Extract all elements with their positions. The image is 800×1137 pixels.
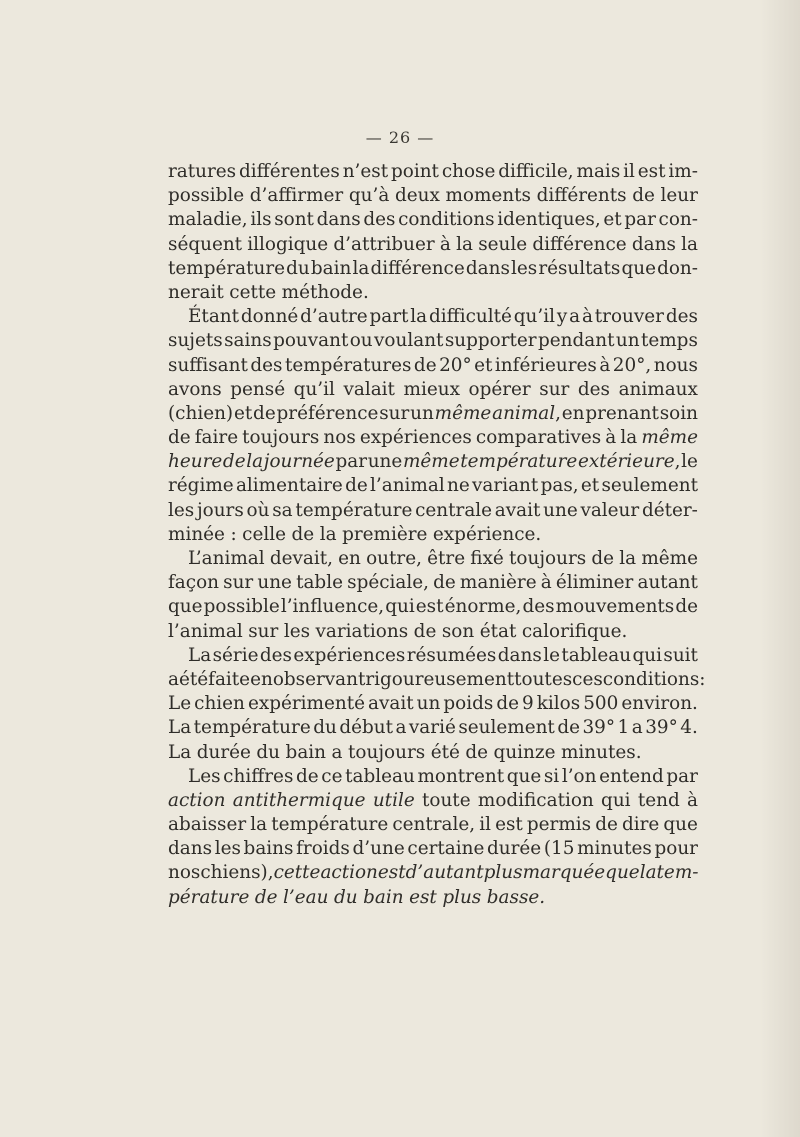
text-line: a été faite en observant rigoureusement toutes ces conditions : bbox=[168, 668, 706, 690]
text-line: Les chiffres de ce tableau montrent que si l’on entend par bbox=[188, 765, 698, 787]
text-line: sujets sains pouvant ou voulant supporter pendant un temps bbox=[168, 330, 698, 352]
text-line: heure de la journée par une même température extérieure, le bbox=[168, 451, 698, 473]
text-line: que possible l’influence, qui est énorme, des mouvements de bbox=[168, 596, 698, 618]
text-line: L’animal devait, en outre, être fixé toujours de la même bbox=[188, 548, 698, 569]
text-line: maladie, ils sont dans des conditions identiques, et par con- bbox=[168, 209, 698, 231]
text-line: régime alimentaire de l’animal ne variant pas, et seulement bbox=[168, 475, 698, 497]
text-line: ratures différentes n’est point chose difficile, mais il est im- bbox=[168, 161, 698, 182]
text-line: possible d’affirmer qu’à deux moments différents de leur bbox=[168, 185, 698, 207]
text-line: nos chiens), cette action est d’autant plus marquée que la tem- bbox=[168, 862, 699, 884]
text-line: La série des expériences résumées dans le tableau qui suit bbox=[188, 644, 698, 666]
text-line: abaisser la température centrale, il est permis de dire que bbox=[168, 814, 698, 836]
text-line: température du bain la différence dans les résultats que don- bbox=[168, 257, 698, 279]
text-line: les jours où sa température centrale avait une valeur déter- bbox=[168, 499, 698, 521]
text-line: suffisant des températures de 20° et inférieures à 20°, nous bbox=[168, 354, 698, 376]
text-line: Le chien expérimenté avait un poids de 9 kilos 500 environ. bbox=[168, 693, 698, 715]
text-line: (chien) et de préférence sur un même animal, en prenant soin bbox=[168, 402, 698, 424]
text-line: avons pensé qu’il valait mieux opérer sur des animaux bbox=[168, 378, 698, 400]
text-line: pérature de l’eau du bain est plus basse. bbox=[168, 886, 546, 908]
text-line: Étant donné d’autre part la difficulté qu’il y a à trouver des bbox=[188, 306, 698, 328]
text-line: minée : celle de la première expérience. bbox=[168, 523, 542, 545]
text-line: dans les bains froids d’une certaine durée (15 minutes pour bbox=[168, 838, 698, 860]
text-line: La durée du bain a toujours été de quinze minutes. bbox=[168, 741, 642, 763]
text-line: action antithermique utile toute modification qui tend à bbox=[168, 789, 698, 811]
text-line: façon sur une table spéciale, de manière à éliminer autant bbox=[168, 572, 698, 594]
page-number: — 26 — bbox=[365, 128, 435, 147]
text-line: La température du début a varié seulement de 39° 1 a 39° 4. bbox=[168, 717, 698, 739]
text-line: séquent illogique d’attribuer à la seule différence dans la bbox=[168, 233, 698, 255]
text-line: nerait cette méthode. bbox=[168, 281, 369, 303]
body-text bbox=[168, 160, 706, 910]
text-line: de faire toujours nos expériences comparatives à la même bbox=[168, 427, 698, 449]
text-line: l’animal sur les variations de son état calorifique. bbox=[168, 620, 628, 642]
